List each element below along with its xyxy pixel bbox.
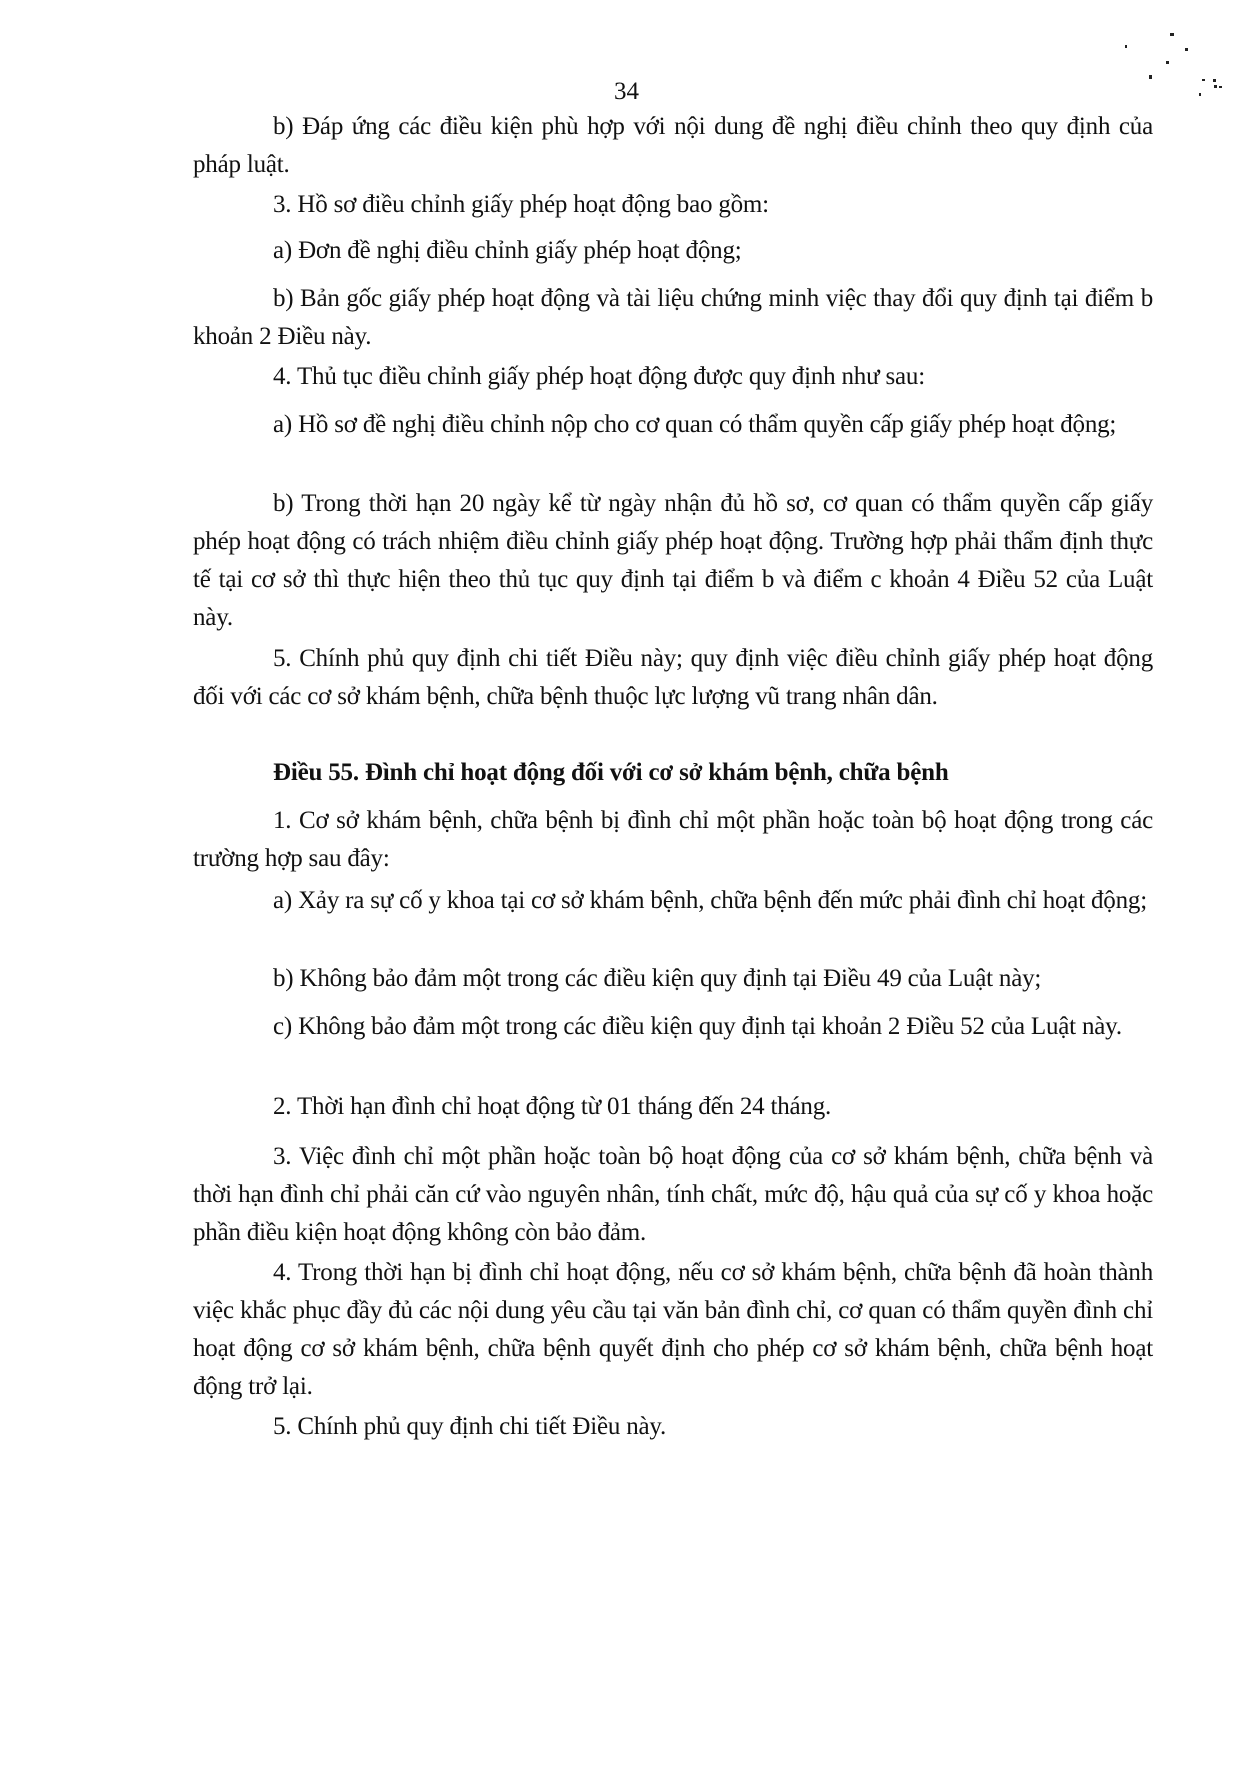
scan-speck [1125,45,1127,48]
scan-speck [1166,61,1169,64]
paragraph: 5. Chính phủ quy định chi tiết Điều này. [273,1413,667,1440]
paragraph: 4. Trong thời hạn bị đình chỉ hoạt động, nếu cơ sở khám bệnh, chữa bệnh đã hoàn thành việc khắc phục đầy đủ các nội dung yêu cầu tại văn bản đình chỉ, cơ quan có thẩm quyền đình chỉ hoạt động cơ sở khám bệnh, chữa bệnh quyết định cho phép cơ sở khám bệnh, chữa bệnh hoạt động trở lại. [193,1259,1153,1400]
paragraph: 2. Thời hạn đình chỉ hoạt động từ 01 tháng đến 24 tháng. [273,1093,832,1120]
scan-speck [1219,86,1222,88]
paragraph: 4. Thủ tục điều chỉnh giấy phép hoạt động được quy định như sau: [273,363,925,390]
scan-speck [1202,79,1205,81]
paragraph: b) Bản gốc giấy phép hoạt động và tài liệu chứng minh việc thay đổi quy định tại điểm b khoản 2 Điều này. [193,285,1153,350]
scan-speck [1214,85,1217,88]
paragraph: a) Đơn đề nghị điều chỉnh giấy phép hoạt động; [273,237,742,264]
scan-speck [1170,33,1174,36]
scan-speck [1185,48,1188,51]
paragraph: 1. Cơ sở khám bệnh, chữa bệnh bị đình chỉ một phần hoặc toàn bộ hoạt động trong các trường hợp sau đây: [193,807,1153,872]
scan-speck [1149,75,1152,79]
paragraph: b) Đáp ứng các điều kiện phù hợp với nội dung đề nghị điều chỉnh theo quy định của pháp luật. [193,113,1153,178]
scan-speck [1213,79,1216,82]
paragraph: b) Trong thời hạn 20 ngày kể từ ngày nhận đủ hồ sơ, cơ quan có thẩm quyền cấp giấy phép hoạt động có trách nhiệm điều chỉnh giấy phép hoạt động. Trường hợp phải thẩm định thực tế tại cơ sở thì thực hiện theo thủ tục quy định tại điểm b và điểm c khoản 4 Điều 52 của Luật này. [193,490,1153,631]
paragraph: c) Không bảo đảm một trong các điều kiện quy định tại khoản 2 Điều 52 của Luật này. [273,1013,1122,1040]
paragraph: 3. Hồ sơ điều chỉnh giấy phép hoạt động bao gồm: [273,191,769,218]
paragraph: b) Không bảo đảm một trong các điều kiện quy định tại Điều 49 của Luật này; [273,965,1042,992]
page-number: 34 [614,78,639,105]
article-heading: Điều 55. Đình chỉ hoạt động đối với cơ sở khám bệnh, chữa bệnh [273,759,949,786]
scan-speck [1199,93,1201,96]
paragraph: a) Xảy ra sự cố y khoa tại cơ sở khám bệnh, chữa bệnh đến mức phải đình chỉ hoạt động; [273,887,1147,914]
paragraph: a) Hồ sơ đề nghị điều chỉnh nộp cho cơ quan có thẩm quyền cấp giấy phép hoạt động; [273,411,1117,438]
paragraph: 3. Việc đình chỉ một phần hoặc toàn bộ hoạt động của cơ sở khám bệnh, chữa bệnh và thời hạn đình chỉ phải căn cứ vào nguyên nhân, tính chất, mức độ, hậu quả của sự cố y khoa hoặc phần điều kiện hoạt động không còn bảo đảm. [193,1143,1153,1246]
paragraph: 5. Chính phủ quy định chi tiết Điều này; quy định việc điều chỉnh giấy phép hoạt động đối với các cơ sở khám bệnh, chữa bệnh thuộc lực lượng vũ trang nhân dân. [193,645,1153,710]
